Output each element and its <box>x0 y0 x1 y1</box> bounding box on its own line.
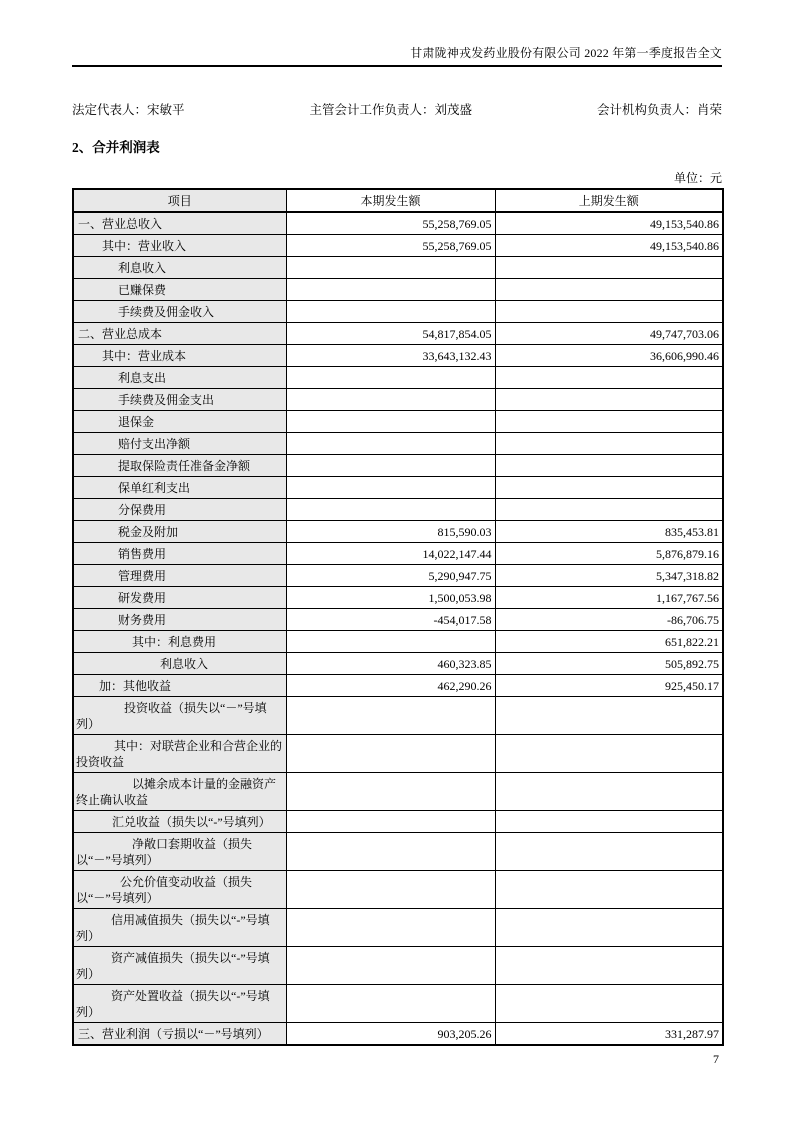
row-current-amount <box>286 773 495 811</box>
row-current-amount: 54,817,854.05 <box>286 323 495 345</box>
row-prior-amount: 49,153,540.86 <box>495 235 723 257</box>
table-row <box>73 257 723 279</box>
table-row <box>73 697 723 735</box>
row-prior-amount <box>495 433 723 455</box>
row-current-amount: 460,323.85 <box>286 653 495 675</box>
row-prior-amount <box>495 499 723 521</box>
row-item-label: 投资收益（损失以“－”号填列） <box>73 697 286 735</box>
row-current-amount: 462,290.26 <box>286 675 495 697</box>
table-row <box>73 389 723 411</box>
row-prior-amount <box>495 909 723 947</box>
row-current-amount: 1,500,053.98 <box>286 587 495 609</box>
table-row <box>73 1023 723 1046</box>
section-title: 2、合并利润表 <box>72 140 160 155</box>
table-row <box>73 871 723 909</box>
row-prior-amount <box>495 833 723 871</box>
row-prior-amount: 1,167,767.56 <box>495 587 723 609</box>
row-prior-amount: 835,453.81 <box>495 521 723 543</box>
unit-label: 单位：元 <box>673 171 722 185</box>
row-item-label: 一、营业总收入 <box>73 212 286 235</box>
row-current-amount: 33,643,132.43 <box>286 345 495 367</box>
row-prior-amount: 5,876,879.16 <box>495 543 723 565</box>
row-current-amount <box>286 909 495 947</box>
row-item-label: 资产减值损失（损失以“-”号填列） <box>73 947 286 985</box>
row-prior-amount <box>495 301 723 323</box>
row-prior-amount <box>495 389 723 411</box>
income-statement-table <box>72 188 724 1046</box>
legal-representative: 法定代表人：宋敏平 <box>72 103 185 117</box>
table-row <box>73 909 723 947</box>
row-prior-amount <box>495 477 723 499</box>
table-header-row <box>73 189 723 212</box>
table-row <box>73 521 723 543</box>
row-prior-amount <box>495 455 723 477</box>
row-current-amount <box>286 477 495 499</box>
row-prior-amount: 505,892.75 <box>495 653 723 675</box>
row-item-label: 其中：营业成本 <box>73 345 286 367</box>
table-row <box>73 235 723 257</box>
table-row <box>73 653 723 675</box>
signatories-row <box>72 103 722 118</box>
row-prior-amount <box>495 735 723 773</box>
row-prior-amount: -86,706.75 <box>495 609 723 631</box>
row-current-amount <box>286 455 495 477</box>
row-item-label: 退保金 <box>73 411 286 433</box>
row-current-amount <box>286 279 495 301</box>
table-row <box>73 565 723 587</box>
row-item-label: 公允价值变动收益（损失以“－”号填列） <box>73 871 286 909</box>
row-current-amount <box>286 947 495 985</box>
row-current-amount <box>286 389 495 411</box>
row-prior-amount <box>495 947 723 985</box>
table-row <box>73 811 723 833</box>
accounting-org-head: 会计机构负责人：肖荣 <box>596 103 722 117</box>
table-row <box>73 609 723 631</box>
row-current-amount <box>286 985 495 1023</box>
row-prior-amount <box>495 985 723 1023</box>
row-item-label: 研发费用 <box>73 587 286 609</box>
chief-accountant: 主管会计工作负责人：刘茂盛 <box>309 103 472 117</box>
row-current-amount <box>286 833 495 871</box>
table-row <box>73 279 723 301</box>
row-item-label: 管理费用 <box>73 565 286 587</box>
row-current-amount <box>286 301 495 323</box>
table-row <box>73 833 723 871</box>
row-prior-amount: 5,347,318.82 <box>495 565 723 587</box>
table-row <box>73 631 723 653</box>
row-item-label: 信用减值损失（损失以“-”号填列） <box>73 909 286 947</box>
col-header-current-period: 本期发生额 <box>286 189 495 212</box>
row-current-amount <box>286 433 495 455</box>
row-item-label: 汇兑收益（损失以“-”号填列） <box>73 811 286 833</box>
col-header-item: 项目 <box>73 189 286 212</box>
row-item-label: 其中：利息费用 <box>73 631 286 653</box>
row-prior-amount: 925,450.17 <box>495 675 723 697</box>
row-item-label: 手续费及佣金支出 <box>73 389 286 411</box>
row-current-amount: 5,290,947.75 <box>286 565 495 587</box>
row-item-label: 手续费及佣金收入 <box>73 301 286 323</box>
table-row <box>73 345 723 367</box>
table-row <box>73 587 723 609</box>
table-row <box>73 543 723 565</box>
row-prior-amount: 331,287.97 <box>495 1023 723 1046</box>
table-row <box>73 367 723 389</box>
row-item-label: 二、营业总成本 <box>73 323 286 345</box>
row-item-label: 其中：营业收入 <box>73 235 286 257</box>
table-row <box>73 477 723 499</box>
table-row <box>73 735 723 773</box>
row-prior-amount: 49,747,703.06 <box>495 323 723 345</box>
row-prior-amount <box>495 871 723 909</box>
row-prior-amount <box>495 257 723 279</box>
row-item-label: 分保费用 <box>73 499 286 521</box>
row-current-amount: -454,017.58 <box>286 609 495 631</box>
page-number: 7 <box>713 1052 719 1066</box>
row-item-label: 利息收入 <box>73 653 286 675</box>
row-current-amount <box>286 735 495 773</box>
row-item-label: 销售费用 <box>73 543 286 565</box>
table-row <box>73 433 723 455</box>
row-current-amount: 903,205.26 <box>286 1023 495 1046</box>
row-item-label: 净敞口套期收益（损失以“－”号填列） <box>73 833 286 871</box>
row-prior-amount <box>495 811 723 833</box>
row-prior-amount <box>495 279 723 301</box>
row-current-amount: 55,258,769.05 <box>286 235 495 257</box>
row-item-label: 保单红利支出 <box>73 477 286 499</box>
row-current-amount <box>286 411 495 433</box>
row-item-label: 提取保险责任准备金净额 <box>73 455 286 477</box>
table-row <box>73 455 723 477</box>
row-current-amount <box>286 631 495 653</box>
table-row <box>73 985 723 1023</box>
row-current-amount <box>286 697 495 735</box>
row-prior-amount: 36,606,990.46 <box>495 345 723 367</box>
row-current-amount <box>286 811 495 833</box>
row-item-label: 财务费用 <box>73 609 286 631</box>
table-row <box>73 499 723 521</box>
row-item-label: 其中：对联营企业和合营企业的投资收益 <box>73 735 286 773</box>
row-current-amount <box>286 499 495 521</box>
row-current-amount: 55,258,769.05 <box>286 212 495 235</box>
report-header-title: 甘肃陇神戎发药业股份有限公司 2022 年第一季度报告全文 <box>410 46 722 60</box>
row-item-label: 利息支出 <box>73 367 286 389</box>
row-current-amount <box>286 871 495 909</box>
row-current-amount: 815,590.03 <box>286 521 495 543</box>
row-current-amount: 14,022,147.44 <box>286 543 495 565</box>
table-row <box>73 212 723 235</box>
table-row <box>73 411 723 433</box>
table-row <box>73 947 723 985</box>
table-row <box>73 323 723 345</box>
table-row <box>73 773 723 811</box>
table-row <box>73 301 723 323</box>
row-current-amount <box>286 257 495 279</box>
row-prior-amount: 49,153,540.86 <box>495 212 723 235</box>
header-rule <box>72 65 722 67</box>
row-prior-amount <box>495 773 723 811</box>
row-item-label: 加：其他收益 <box>73 675 286 697</box>
row-prior-amount <box>495 697 723 735</box>
row-current-amount <box>286 367 495 389</box>
col-header-prior-period: 上期发生额 <box>495 189 723 212</box>
row-item-label: 税金及附加 <box>73 521 286 543</box>
table-row <box>73 675 723 697</box>
row-prior-amount <box>495 367 723 389</box>
row-item-label: 以摊余成本计量的金融资产终止确认收益 <box>73 773 286 811</box>
row-item-label: 已赚保费 <box>73 279 286 301</box>
row-item-label: 赔付支出净额 <box>73 433 286 455</box>
row-prior-amount <box>495 411 723 433</box>
row-item-label: 三、营业利润（亏损以“－”号填列） <box>73 1023 286 1046</box>
row-item-label: 利息收入 <box>73 257 286 279</box>
row-prior-amount: 651,822.21 <box>495 631 723 653</box>
row-item-label: 资产处置收益（损失以“-”号填列） <box>73 985 286 1023</box>
